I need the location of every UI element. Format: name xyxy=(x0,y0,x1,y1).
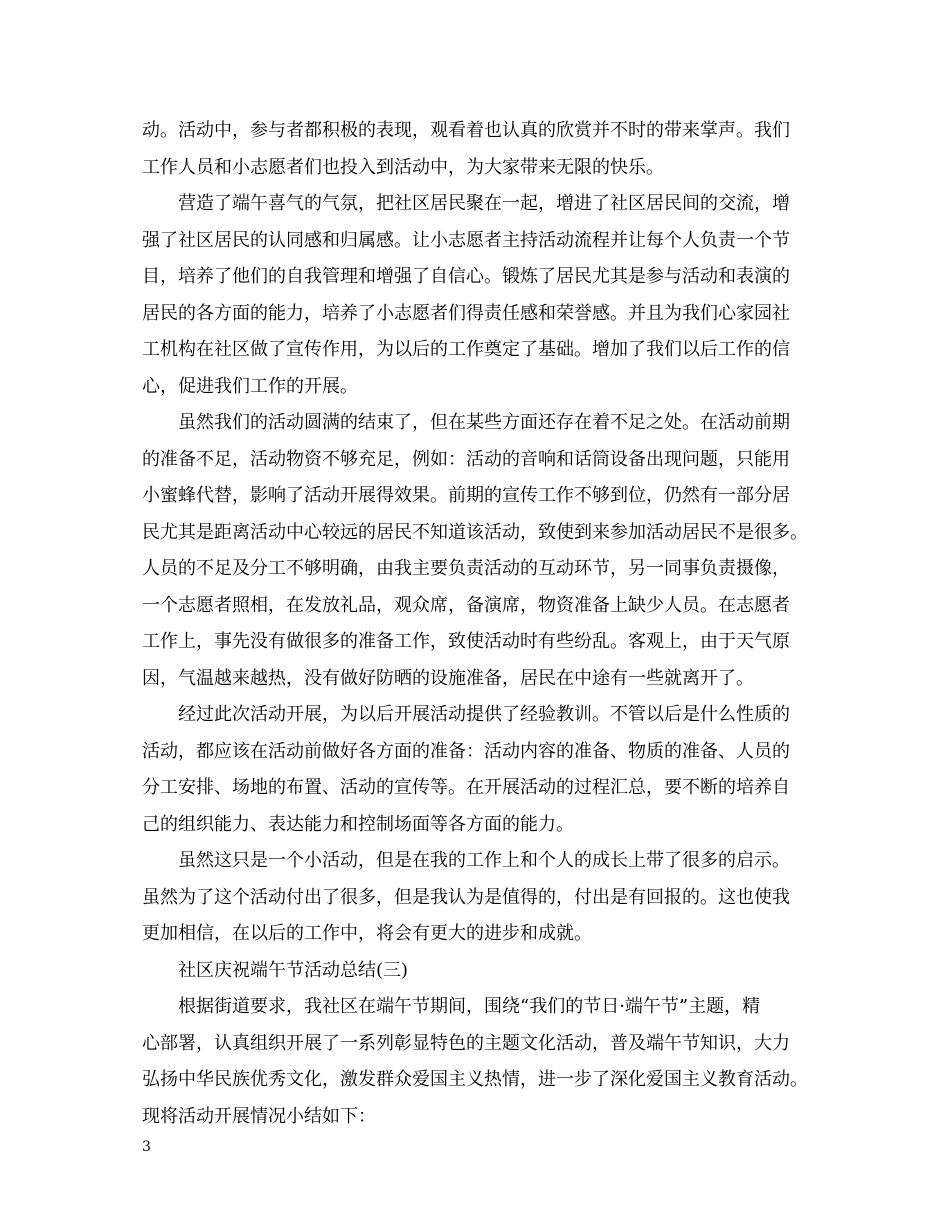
text-line: 目，培养了他们的自我管理和增强了自信心。锻炼了居民尤其是参与活动和表演的 xyxy=(142,266,790,287)
text-line: 工作上，事先没有做很多的准备工作，致使活动时有些纷乱。客观上，由于天气原 xyxy=(142,631,790,652)
text-line: 己的组织能力、表达能力和控制场面等各方面的能力。 xyxy=(142,813,574,835)
document-body xyxy=(142,113,828,1135)
text-line: 的准备不足，活动物资不够充足，例如：活动的音响和话筒设备出现问题，只能用 xyxy=(142,448,790,470)
text-line: 虽然为了这个活动付出了很多，但是我认为是值得的，付出是有回报的。这也使我 xyxy=(142,886,790,908)
text-line: 一个志愿者照相，在发放礼品，观众席，备演席，物资准备上缺少人员。在志愿者 xyxy=(142,594,790,616)
text-line: 工作人员和小志愿者们也投入到活动中，为大家带来无限的快乐。 xyxy=(142,156,664,178)
text-line: 动。活动中，参与者都积极的表现，观看着也认真的欣赏并不时的带来掌声。我们 xyxy=(142,120,790,141)
text-line: 强了社区居民的认同感和归属感。让小志愿者主持活动流程并让每个人负责一个节 xyxy=(142,229,790,251)
text-line: 心部署，认真组织开展了一系列彰显特色的主题文化活动，普及端午节知识，大力 xyxy=(142,1032,790,1054)
text-line: 小蜜蜂代替，影响了活动开展得效果。前期的宣传工作不够到位，仍然有一部分居 xyxy=(142,485,790,506)
text-line: 工机构在社区做了宣传作用，为以后的工作奠定了基础。增加了我们以后工作的信 xyxy=(142,339,790,360)
text-line: 根据街道要求，我社区在端午节期间，围绕“我们的节日·端午节”主题，精 xyxy=(178,996,761,1017)
page-number: 3 xyxy=(142,1139,151,1155)
text-line: 人员的不足及分工不够明确，由我主要负责活动的互动环节，另一同事负责摄像， xyxy=(142,558,790,579)
text-line: 社区庆祝端午节活动总结(三) xyxy=(178,959,409,981)
text-line: 经过此次活动开展，为以后开展活动提供了经验教训。不管以后是什么性质的 xyxy=(178,704,790,725)
text-line: 分工安排、场地的布置、活动的宣传等。在开展活动的过程汇总，要不断的培养自 xyxy=(142,777,790,798)
text-line: 营造了端午喜气的气氛，把社区居民聚在一起，增进了社区居民间的交流，增 xyxy=(178,193,790,214)
text-line: 现将活动开展情况小结如下： xyxy=(142,1105,376,1127)
text-line: 虽然这只是一个小活动，但是在我的工作上和个人的成长上带了很多的启示。 xyxy=(178,850,790,871)
text-line: 因，气温越来越热，没有做好防晒的设施准备，居民在中途有一些就离开了。 xyxy=(142,667,754,689)
text-line: 虽然我们的活动圆满的结束了，但在某些方面还存在着不足之处。在活动前期 xyxy=(178,412,790,433)
text-line: 活动，都应该在活动前做好各方面的准备：活动内容的准备、物质的准备、人员的 xyxy=(142,740,790,762)
text-line: 更加相信，在以后的工作中，将会有更大的进步和成就。 xyxy=(142,923,592,944)
text-line: 弘扬中华民族优秀文化，激发群众爱国主义热情，进一步了深化爱国主义教育活动。 xyxy=(142,1069,808,1090)
text-line: 民尤其是距离活动中心较远的居民不知道该活动，致使到来参加活动居民不是很多。 xyxy=(142,521,808,543)
text-line: 心，促进我们工作的开展。 xyxy=(142,375,358,397)
text-line: 居民的各方面的能力，培养了小志愿者们得责任感和荣誉感。并且为我们心家园社 xyxy=(142,302,790,324)
